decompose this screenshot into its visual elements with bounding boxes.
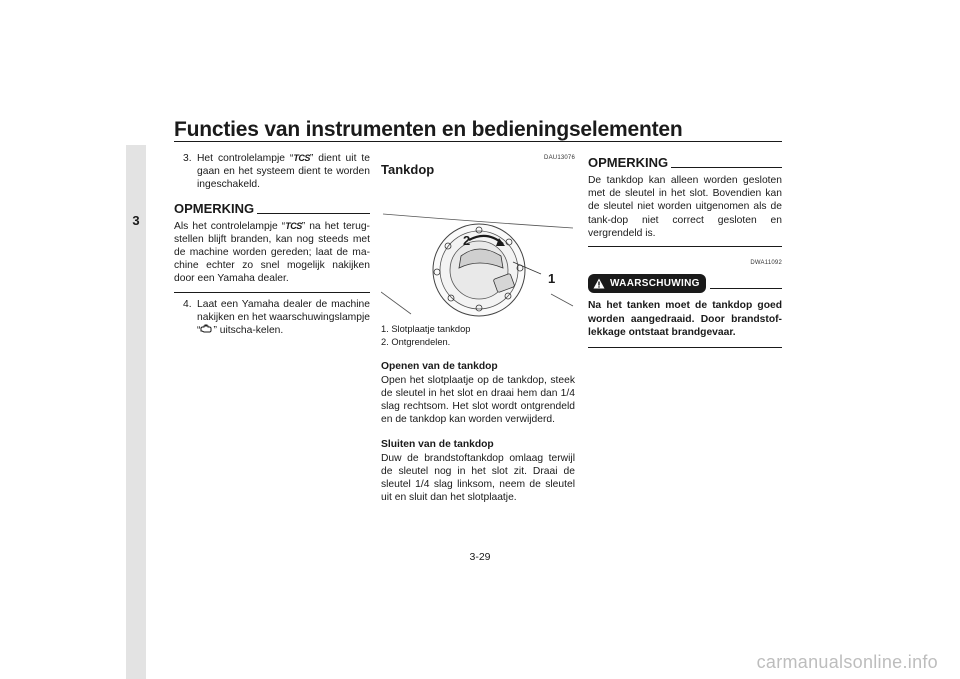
list-item-text: Het controlelampje “ (197, 153, 294, 164)
list-item-3 (174, 152, 370, 192)
list-item-text: Laat een Yamaha dealer de machine nakijken en het waarschuwingslampje “ (197, 298, 370, 337)
list-item-4 (174, 298, 370, 338)
engine-warning-icon (200, 325, 213, 336)
warning-triangle-icon (593, 278, 605, 289)
close-text: Duw de brandstoftankdop omlaag terwijl de sleutel nog in het slot zit. Draai de sleutel 1/4 slag linksom, neem de sleutel uit en sluit dan het slotplaatje. (381, 452, 575, 504)
open-heading: Openen van de tankdop (381, 361, 498, 373)
header-rule (174, 141, 782, 142)
open-text: Open het slotplaatje op de tankdop, steek de sleutel in het slot en draai hem dan 1/4 slag rechtsom. Het slot wordt ontgrendeld en de tankdop kan worden verwijderd. (381, 374, 575, 426)
note-end-rule (588, 246, 782, 247)
warning-label: WAARSCHUWING (610, 278, 700, 290)
figure-label-1: 1 (548, 271, 556, 287)
note-rule (671, 167, 782, 168)
tcs-indicator-icon: TCS (285, 220, 302, 231)
section-title: Tankdop (381, 162, 435, 178)
note-body: De tankdop kan alleen worden gesloten met de sleutel in het slot. Bovendien kan de sleutel niet worden uitgenomen als de tank-dop niet correct gesloten en vergrendeld is. (588, 175, 782, 239)
warning-body: Na het tanken moet de tankdop goed worden aangedraaid. Door brandstof-lekkage ontstaat brandgevaar. (588, 300, 782, 338)
watermark: carmanualsonline.info (756, 652, 938, 672)
right-column (588, 152, 782, 348)
page-number: 3-29 (469, 551, 491, 563)
note-heading (174, 202, 370, 216)
note-label: OPMERKING (588, 155, 669, 170)
note-label: OPMERKING (174, 200, 255, 216)
note-rule (257, 213, 370, 214)
close-heading: Sluiten van de tankdop (381, 439, 494, 451)
list-item-text: ” dient uit te gaan en het systeem dient te worden ingeschakeld. (197, 153, 370, 191)
warning-badge (588, 274, 706, 293)
figure-caption-2: 2. Ontgrendelen. (381, 337, 451, 348)
note-heading (588, 156, 782, 170)
warning-rule (710, 288, 782, 289)
chapter-number: 3 (132, 213, 140, 228)
list-item-number: 3. (183, 153, 192, 164)
tcs-indicator-icon: TCS (293, 153, 310, 163)
middle-column (381, 152, 575, 504)
note-end-rule (174, 292, 370, 293)
warning-end-rule (588, 347, 782, 348)
section-code: DAU13076 (544, 155, 575, 161)
fuel-cap-figure (381, 182, 575, 322)
list-item-number: 4. (183, 298, 192, 310)
fuel-cap-illustration (381, 182, 575, 322)
warning-code: DWA11092 (750, 260, 782, 267)
figure-caption-1: 1. Slotplaatje tankdop (381, 324, 471, 335)
page-header-title: Functies van instrumenten en bedieningselementen (174, 118, 683, 141)
figure-label-2: 2 (463, 233, 471, 249)
list-item-text: ” uitscha-kelen. (213, 325, 284, 337)
left-column (174, 152, 370, 337)
warning-heading (588, 274, 782, 293)
note-body: Als het controlelampje “TCS” na het terug-stellen blijft branden, kan nog steeds met de machine worden gereden; laat de ma-chine echter zo snel mogelijk nakijken door een Yamaha dealer. (174, 220, 370, 285)
